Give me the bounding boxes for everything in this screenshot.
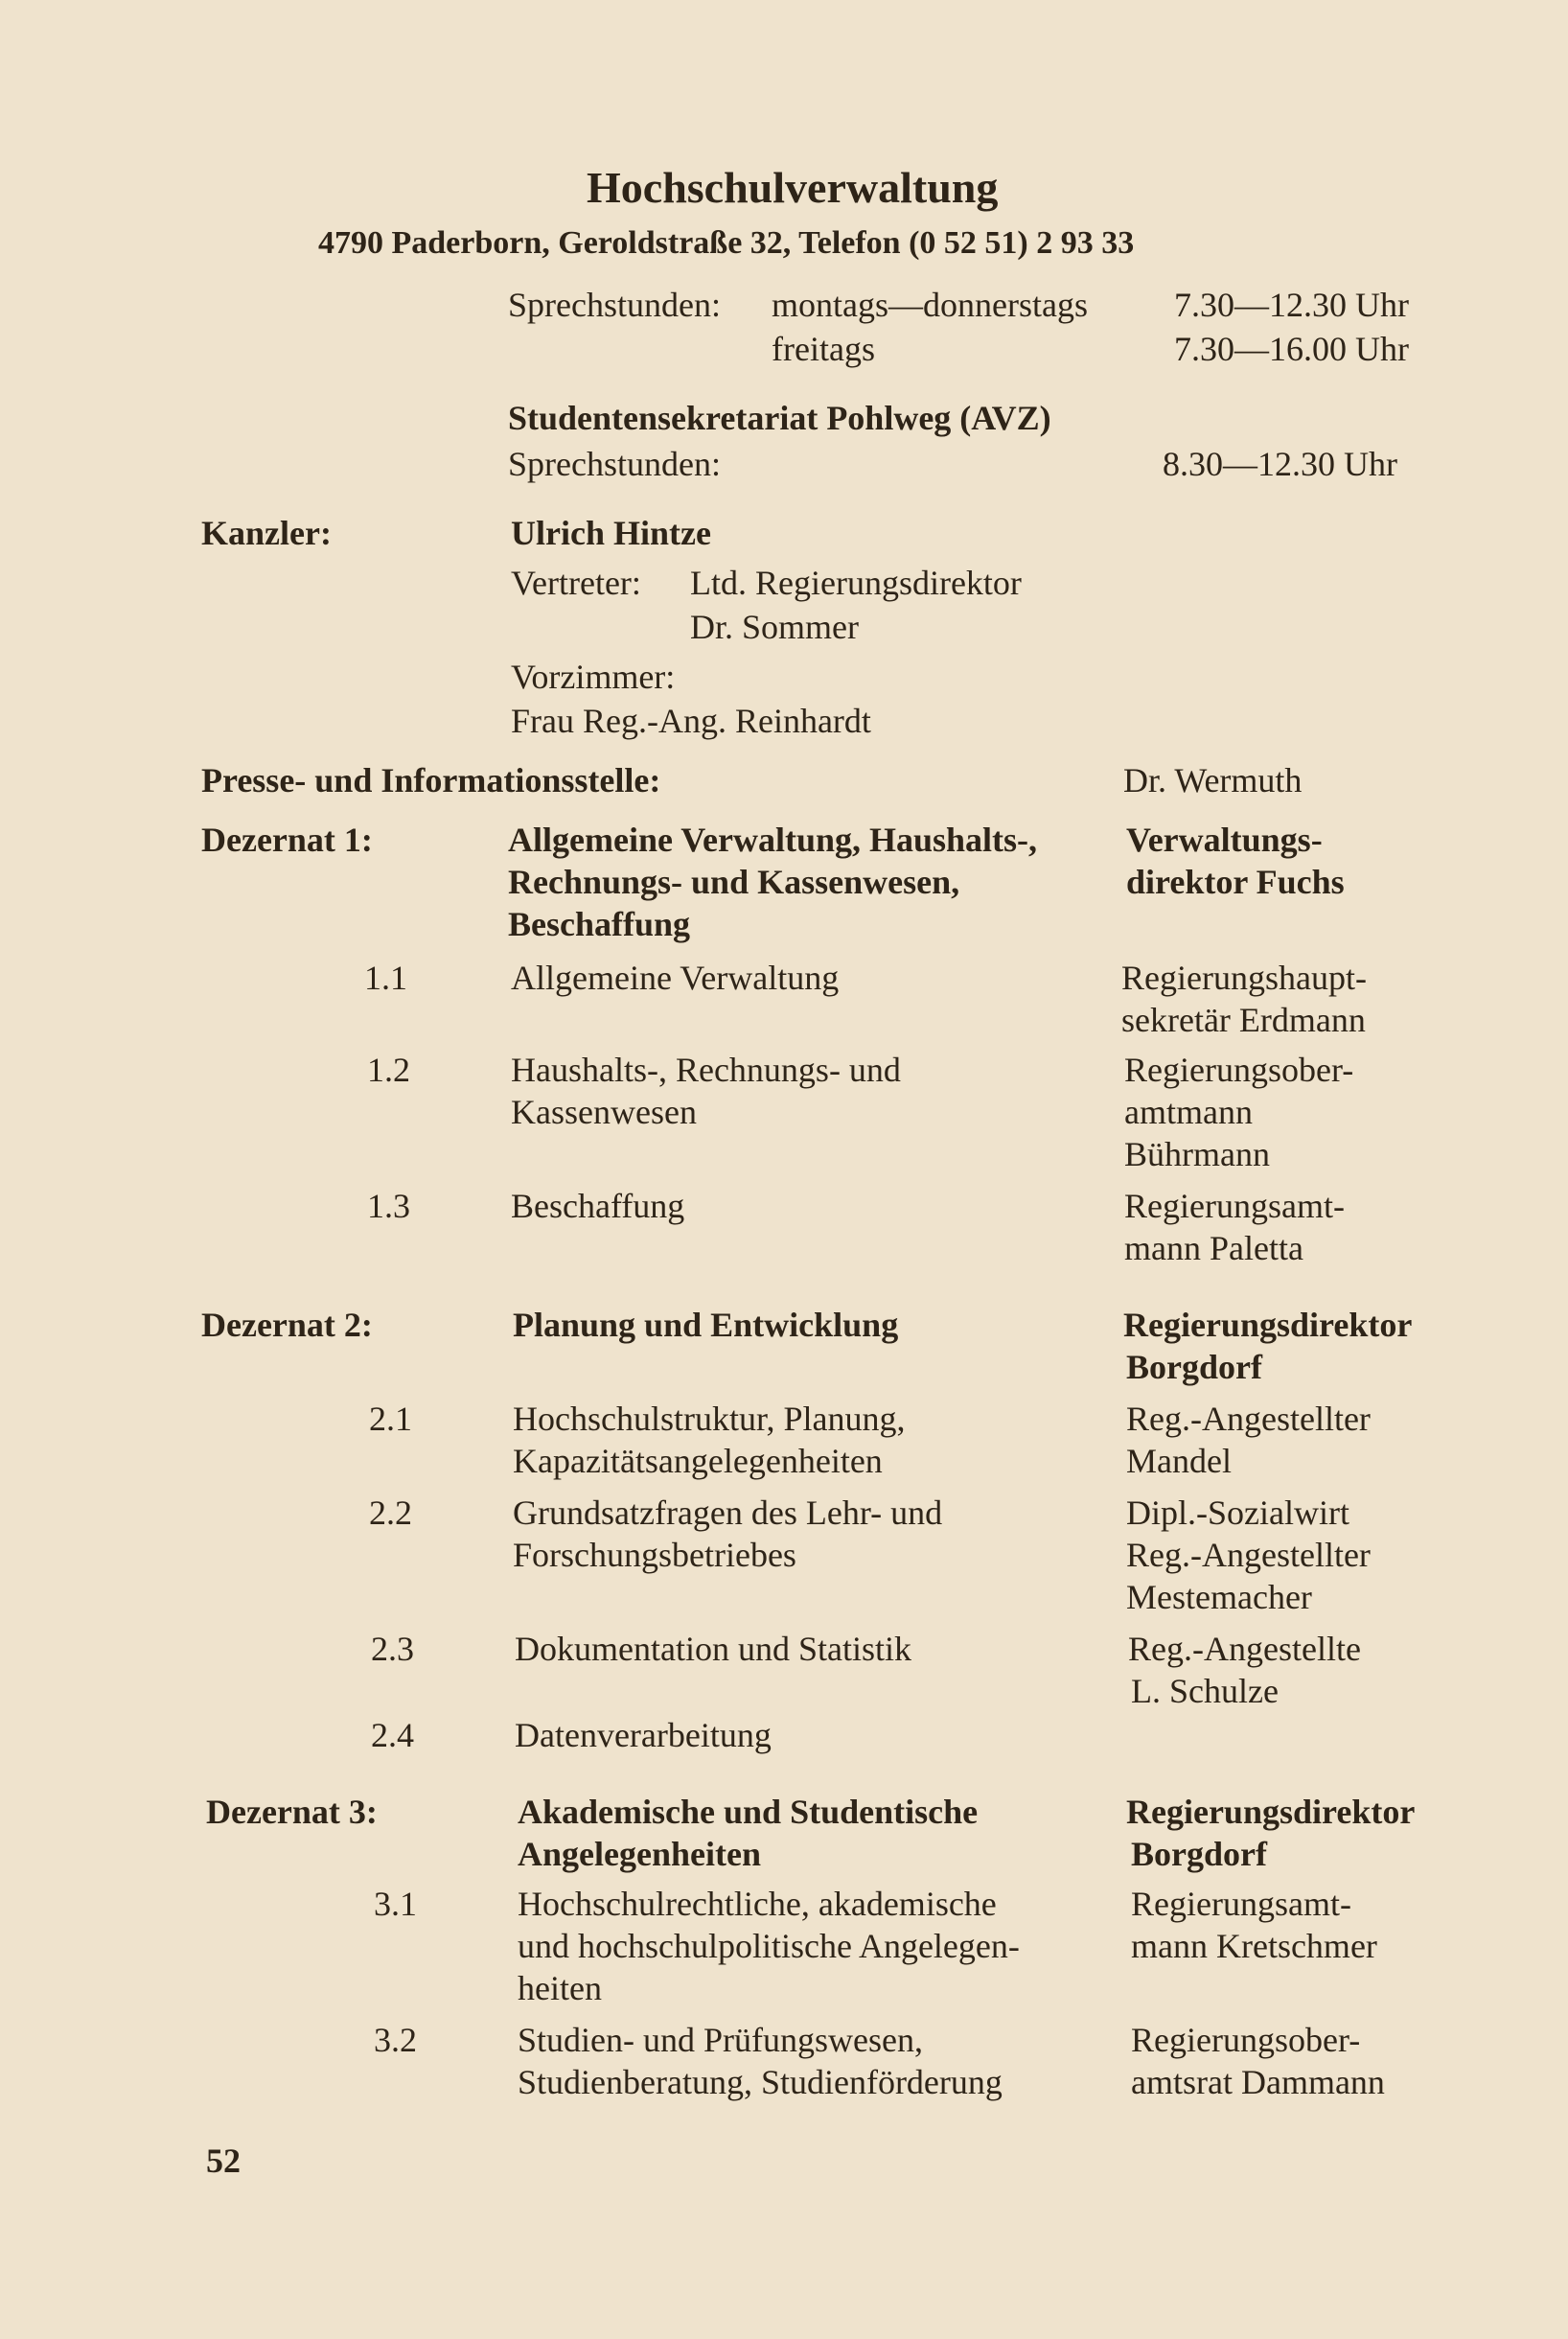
item-number: 3.2 bbox=[374, 2021, 417, 2059]
dezernat-head-line: Regierungsdirektor bbox=[1126, 1793, 1416, 1831]
dezernat-title-line: Akademische und Studentische bbox=[518, 1793, 979, 1831]
item-text: Haushalts-, Rechnungs- und bbox=[511, 1051, 901, 1089]
item-person: Reg.-Angestellter bbox=[1126, 1400, 1371, 1438]
student-office-time: 8.30—12.30 Uhr bbox=[1163, 445, 1397, 483]
item-text: Allgemeine Verwaltung bbox=[511, 959, 840, 997]
item-person: Dipl.-Sozialwirt bbox=[1126, 1494, 1349, 1532]
item-number: 2.4 bbox=[371, 1716, 414, 1754]
page-title: Hochschulverwaltung bbox=[587, 163, 999, 212]
student-office-hours-label: Sprechstunden: bbox=[508, 445, 721, 483]
dezernat-label: Dezernat 1: bbox=[201, 821, 373, 859]
item-number: 2.2 bbox=[369, 1494, 412, 1532]
dezernat-title-line: Angelegenheiten bbox=[518, 1835, 761, 1873]
kanzler-name: Ulrich Hintze bbox=[511, 514, 711, 552]
deputy-label: Vertreter: bbox=[511, 564, 641, 602]
item-text: Dokumentation und Statistik bbox=[515, 1630, 911, 1668]
item-person: Regierungsober- bbox=[1124, 1051, 1354, 1089]
item-text: Forschungsbetriebes bbox=[513, 1536, 796, 1574]
item-person: Regierungsober- bbox=[1131, 2021, 1361, 2059]
item-person: mann Paletta bbox=[1124, 1229, 1303, 1267]
deputy-title: Ltd. Regierungsdirektor bbox=[690, 564, 1022, 602]
item-text: Hochschulrechtliche, akademische bbox=[518, 1885, 997, 1923]
press-person: Dr. Wermuth bbox=[1123, 761, 1303, 799]
item-person: Mestemacher bbox=[1126, 1578, 1312, 1616]
item-person: Regierungsamt- bbox=[1124, 1187, 1345, 1225]
dezernat-head-line: direktor Fuchs bbox=[1126, 863, 1345, 901]
office-name: Frau Reg.-Ang. Reinhardt bbox=[511, 702, 871, 740]
dezernat-title-line: Rechnungs- und Kassenwesen, bbox=[508, 863, 960, 901]
dezernat-label: Dezernat 3: bbox=[206, 1793, 378, 1831]
item-text: Beschaffung bbox=[511, 1187, 685, 1225]
item-number: 2.1 bbox=[369, 1400, 412, 1438]
item-number: 1.1 bbox=[364, 959, 407, 997]
item-number: 3.1 bbox=[374, 1885, 417, 1923]
student-office-title: Studentensekretariat Pohlweg (AVZ) bbox=[508, 399, 1051, 437]
item-person: Mandel bbox=[1126, 1442, 1232, 1480]
dezernat-title-line: Beschaffung bbox=[508, 905, 691, 943]
item-number: 2.3 bbox=[371, 1630, 414, 1668]
page-number: 52 bbox=[206, 2142, 241, 2180]
item-person: amtmann bbox=[1124, 1093, 1253, 1131]
kanzler-label: Kanzler: bbox=[201, 514, 332, 552]
dezernat-head-line: Regierungsdirektor bbox=[1123, 1306, 1413, 1344]
item-text: Studienberatung, Studienförderung bbox=[518, 2063, 1003, 2101]
deputy-name: Dr. Sommer bbox=[690, 608, 859, 646]
item-person: Reg.-Angestellte bbox=[1128, 1630, 1361, 1668]
item-person: Reg.-Angestellter bbox=[1126, 1536, 1371, 1574]
item-number: 1.3 bbox=[367, 1187, 410, 1225]
item-person: mann Kretschmer bbox=[1131, 1927, 1377, 1965]
item-person: amtsrat Dammann bbox=[1131, 2063, 1385, 2101]
dezernat-head-line: Verwaltungs- bbox=[1126, 821, 1323, 859]
item-person: Regierungsamt- bbox=[1131, 1885, 1351, 1923]
address-line: 4790 Paderborn, Geroldstraße 32, Telefon (0 52 51) 2 93 33 bbox=[318, 225, 1135, 261]
item-text: Kassenwesen bbox=[511, 1093, 697, 1131]
item-text: Studien- und Prüfungswesen, bbox=[518, 2021, 923, 2059]
item-text: heiten bbox=[518, 1969, 602, 2007]
hours-days: freitags bbox=[772, 330, 875, 368]
dezernat-title-line: Planung und Entwicklung bbox=[513, 1306, 899, 1344]
item-number: 1.2 bbox=[367, 1051, 410, 1089]
hours-days: montags—donnerstags bbox=[772, 286, 1088, 324]
dezernat-title-line: Allgemeine Verwaltung, Haushalts-, bbox=[508, 821, 1038, 859]
item-person: Bührmann bbox=[1124, 1135, 1270, 1173]
item-text: und hochschulpolitische Angelegen- bbox=[518, 1927, 1020, 1965]
item-text: Datenverarbeitung bbox=[515, 1716, 772, 1754]
dezernat-head-line: Borgdorf bbox=[1126, 1348, 1262, 1386]
item-text: Hochschulstruktur, Planung, bbox=[513, 1400, 906, 1438]
item-text: Kapazitätsangelegenheiten bbox=[513, 1442, 883, 1480]
hours-time: 7.30—16.00 Uhr bbox=[1174, 330, 1409, 368]
dezernat-label: Dezernat 2: bbox=[201, 1306, 373, 1344]
item-person: sekretär Erdmann bbox=[1121, 1001, 1366, 1039]
item-text: Grundsatzfragen des Lehr- und bbox=[513, 1494, 943, 1532]
office-label: Vorzimmer: bbox=[511, 658, 676, 696]
item-person: Regierungshaupt- bbox=[1121, 959, 1367, 997]
hours-label: Sprechstunden: bbox=[508, 286, 721, 324]
item-person: L. Schulze bbox=[1131, 1672, 1279, 1710]
press-label: Presse- und Informationsstelle: bbox=[201, 761, 661, 799]
hours-time: 7.30—12.30 Uhr bbox=[1174, 286, 1409, 324]
dezernat-head-line: Borgdorf bbox=[1131, 1835, 1267, 1873]
